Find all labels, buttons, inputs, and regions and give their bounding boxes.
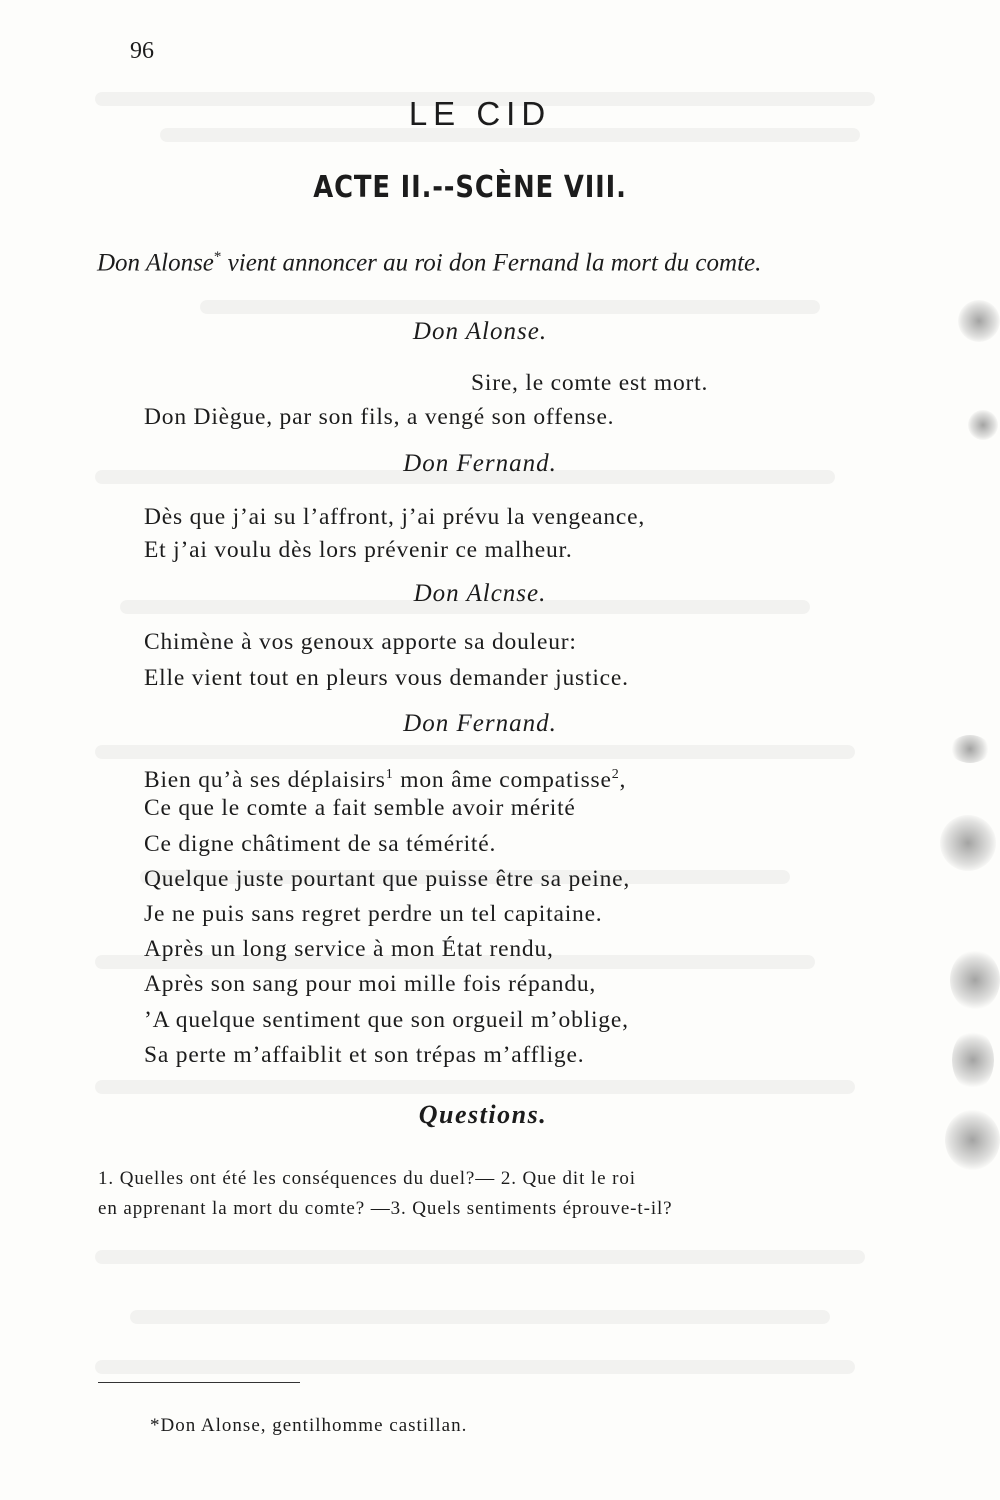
intro-text-start: Don Alonse xyxy=(97,249,214,277)
question-text: en apprenant la mort du comte? —3. Quels sentiments éprouve-t-il? xyxy=(98,1198,673,1219)
speaker-name: Don Fernand. xyxy=(403,450,557,477)
stage-direction xyxy=(97,238,867,282)
page-number: 96 xyxy=(130,38,154,64)
verse-line: Sa perte m’affaiblit et son trépas m’afflige. xyxy=(144,1042,585,1068)
running-title: LE CID xyxy=(408,95,552,132)
verse-line: Chimène à vos genoux apporte sa douleur: xyxy=(144,629,577,655)
verse-line: Sire, le comte est mort. xyxy=(471,370,709,396)
verse-line: Ce que le comte a fait semble avoir mérité xyxy=(144,795,576,821)
verse-line: Je ne puis sans regret perdre un tel capitaine. xyxy=(144,901,603,927)
questions-heading: Questions. xyxy=(418,1100,548,1129)
footnote: *Don Alonse, gentilhomme castillan. xyxy=(150,1415,468,1436)
verse-line: Et j’ai voulu dès lors prévenir ce malheur. xyxy=(144,537,573,563)
speaker-name: Don Fernand. xyxy=(403,710,557,737)
footnote-marker: * xyxy=(213,249,222,265)
verse-line: Après un long service à mon État rendu, xyxy=(144,936,554,962)
verse-line: Elle vient tout en pleurs vous demander justice. xyxy=(144,665,629,691)
verse-line: Dès que j’ai su l’affront, j’ai prévu la vengeance, xyxy=(144,504,646,530)
verse-line: ’A quelque sentiment que son orgueil m’oblige, xyxy=(144,1007,629,1033)
verse-text: Bien qu’à ses déplaisirs xyxy=(144,766,386,793)
footnote-rule xyxy=(98,1382,300,1383)
verse-line: Don Diègue, par son fils, a vengé son offense. xyxy=(144,404,615,430)
verse-text: , xyxy=(619,766,627,793)
speaker-name: Don Alonse. xyxy=(412,318,548,345)
question-text: 1. Quelles ont été les conséquences du duel?— 2. Que dit le roi xyxy=(98,1168,636,1189)
scene-title: ACTE II.--SCÈNE VIII. xyxy=(313,170,627,205)
speaker-name: Don Alcnse. xyxy=(413,580,547,607)
verse-text: mon âme compatisse xyxy=(393,766,612,793)
note-number: 2 xyxy=(611,767,620,782)
verse-line: Quelque juste pourtant que puisse être sa peine, xyxy=(144,866,631,892)
note-number: 1 xyxy=(385,767,394,782)
intro-text-end: vient annoncer au roi don Fernand la mort du comte. xyxy=(221,249,762,277)
verse-line: Après son sang pour moi mille fois répandu, xyxy=(144,971,597,997)
verse-line: Ce digne châtiment de sa témérité. xyxy=(144,831,497,857)
